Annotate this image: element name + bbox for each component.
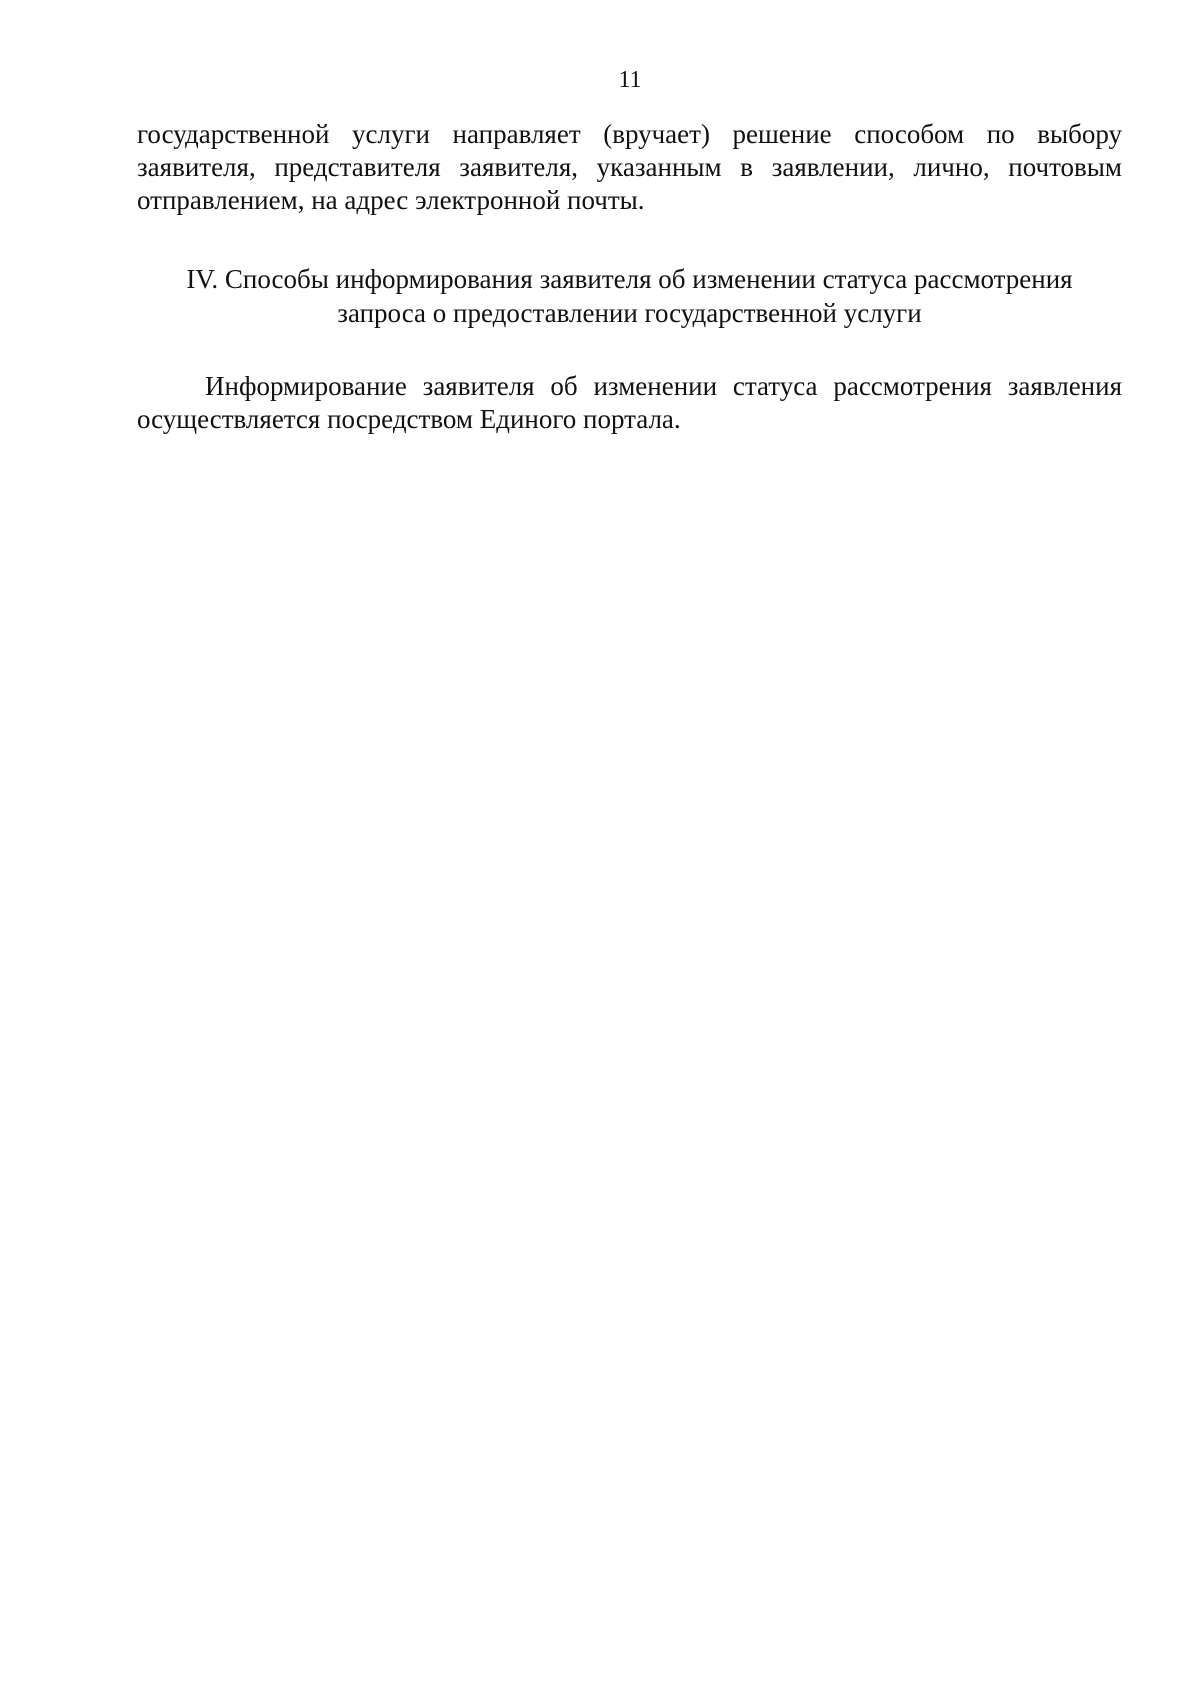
paragraph-status-informing [137, 370, 1122, 436]
page-number: 11 [618, 67, 642, 93]
paragraph-line: заявителя, представителя заявителя, указанным в заявлении, лично, почтовым [137, 152, 1122, 182]
paragraph-line: осуществляется посредством Единого портала. [137, 404, 681, 434]
paragraph-line: государственной услуги направляет (вручает) решение способом по выбору [137, 119, 1122, 149]
section-heading [137, 262, 1122, 330]
section-heading-line: запроса о предоставлении государственной услуги [337, 298, 922, 328]
section-heading-line: IV. Способы информирования заявителя об изменении статуса рассмотрения [186, 264, 1073, 294]
paragraph-line: отправлением, на адрес электронной почты. [137, 185, 645, 215]
paragraph-line: Информирование заявителя об изменении статуса рассмотрения заявления [205, 371, 1122, 401]
paragraph-decision-delivery [137, 118, 1122, 217]
